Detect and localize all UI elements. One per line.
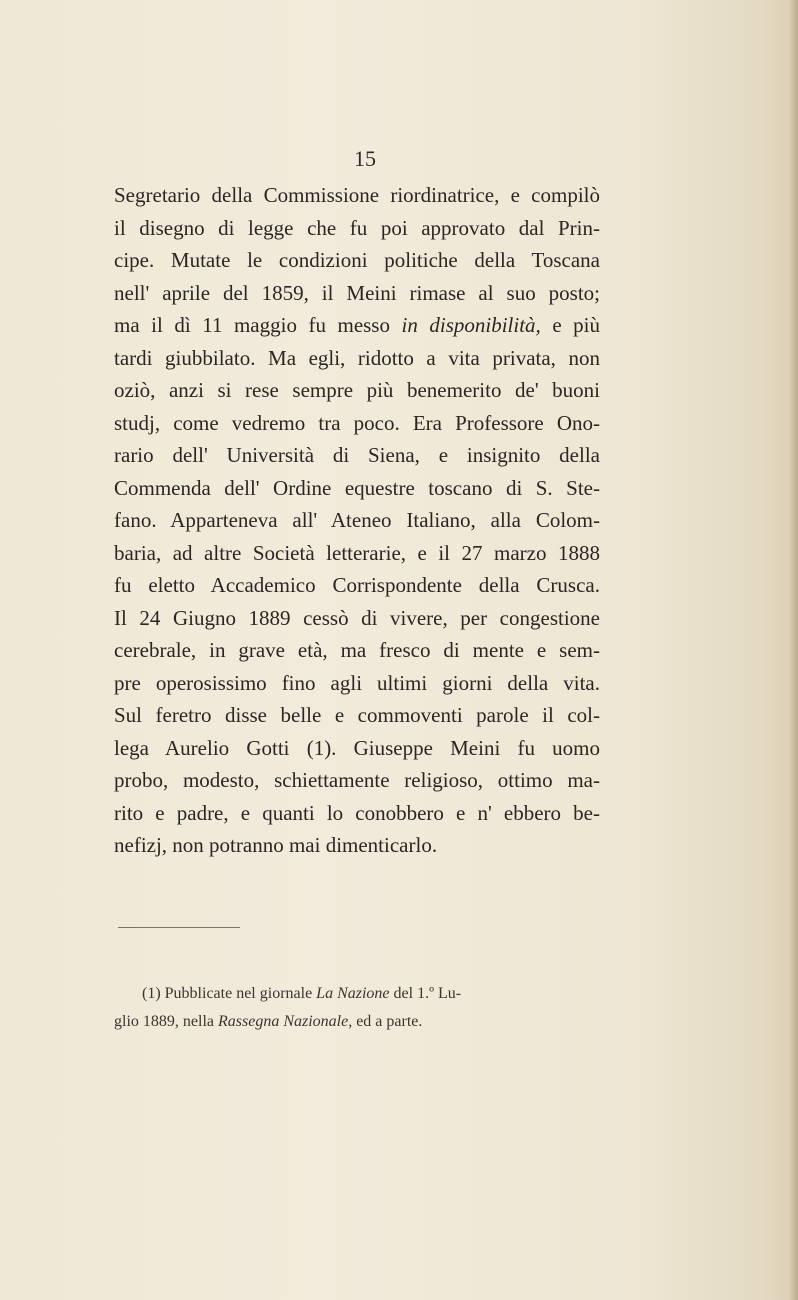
- text-span: glio 1889, nella: [114, 1013, 218, 1030]
- text-line: pre operosissimo fino agli ultimi giorni della vita.: [114, 670, 600, 695]
- italic-text: in disponibilità,: [401, 313, 541, 337]
- footnote: [114, 980, 600, 1036]
- text-line: cerebrale, in grave età, ma fresco di mente e sem-: [114, 638, 600, 662]
- text-line: tardi giubbilato. Ma egli, ridotto a vita privata, non: [114, 345, 600, 370]
- text-line: studj, come vedremo tra poco. Era Professore Ono-: [114, 410, 600, 435]
- text-line: fano. Apparteneva all' Ateneo Italiano, alla Colom-: [114, 508, 600, 532]
- text-line: Commenda dell' Ordine equestre toscano di S. Ste-: [114, 475, 600, 500]
- footnote-line: [114, 980, 600, 1008]
- text-line: nefizj, non potranno mai dimenticarlo.: [114, 833, 438, 857]
- italic-text: La Nazione: [316, 985, 390, 1002]
- text-span: ma il dì 11 maggio fu messo: [114, 313, 402, 337]
- text-line: fu eletto Accademico Corrispondente della Crusca.: [114, 573, 600, 597]
- page-edge: [790, 0, 798, 1300]
- text-line: baria, ad altre Società letterarie, e il 27 marzo 1888: [114, 540, 600, 565]
- text-line: il disegno di legge che fu poi approvato dal Prin-: [114, 215, 600, 240]
- text-line: rito e padre, e quanti lo conobbero e n' ebbero be-: [114, 800, 600, 825]
- text-line: lega Aurelio Gotti (1). Giuseppe Meini fu uomo: [114, 735, 600, 760]
- text-line: probo, modesto, schiettamente religioso, ottimo ma-: [114, 768, 600, 792]
- text-line: Il 24 Giugno 1889 cessò di vivere, per congestione: [114, 605, 600, 630]
- text-span: del 1.º Lu-: [389, 985, 462, 1002]
- body-text: [114, 179, 600, 862]
- text-line: Sul feretro disse belle e commoventi parole il col-: [114, 703, 600, 727]
- text-line: oziò, anzi si rese sempre più benemerito de' buoni: [114, 378, 600, 402]
- text-line: Segretario della Commissione riordinatrice, e compilò: [114, 183, 600, 207]
- text-span: (1) Pubblicate nel giornale: [142, 985, 317, 1002]
- text-line: cipe. Mutate le condizioni politiche della Toscana: [114, 248, 600, 272]
- footnote-line: [114, 1008, 600, 1036]
- text-line: rario dell' Università di Siena, e insignito della: [114, 443, 600, 467]
- text-span: ed a parte.: [352, 1013, 423, 1030]
- text-span: e più: [540, 313, 601, 337]
- footnote-rule: [118, 927, 240, 928]
- italic-text: Rassegna Nazionale,: [217, 1013, 353, 1030]
- text-line: nell' aprile del 1859, il Meini rimase al suo posto;: [114, 280, 600, 305]
- text-line: [114, 309, 600, 342]
- page-number: 15: [354, 146, 376, 171]
